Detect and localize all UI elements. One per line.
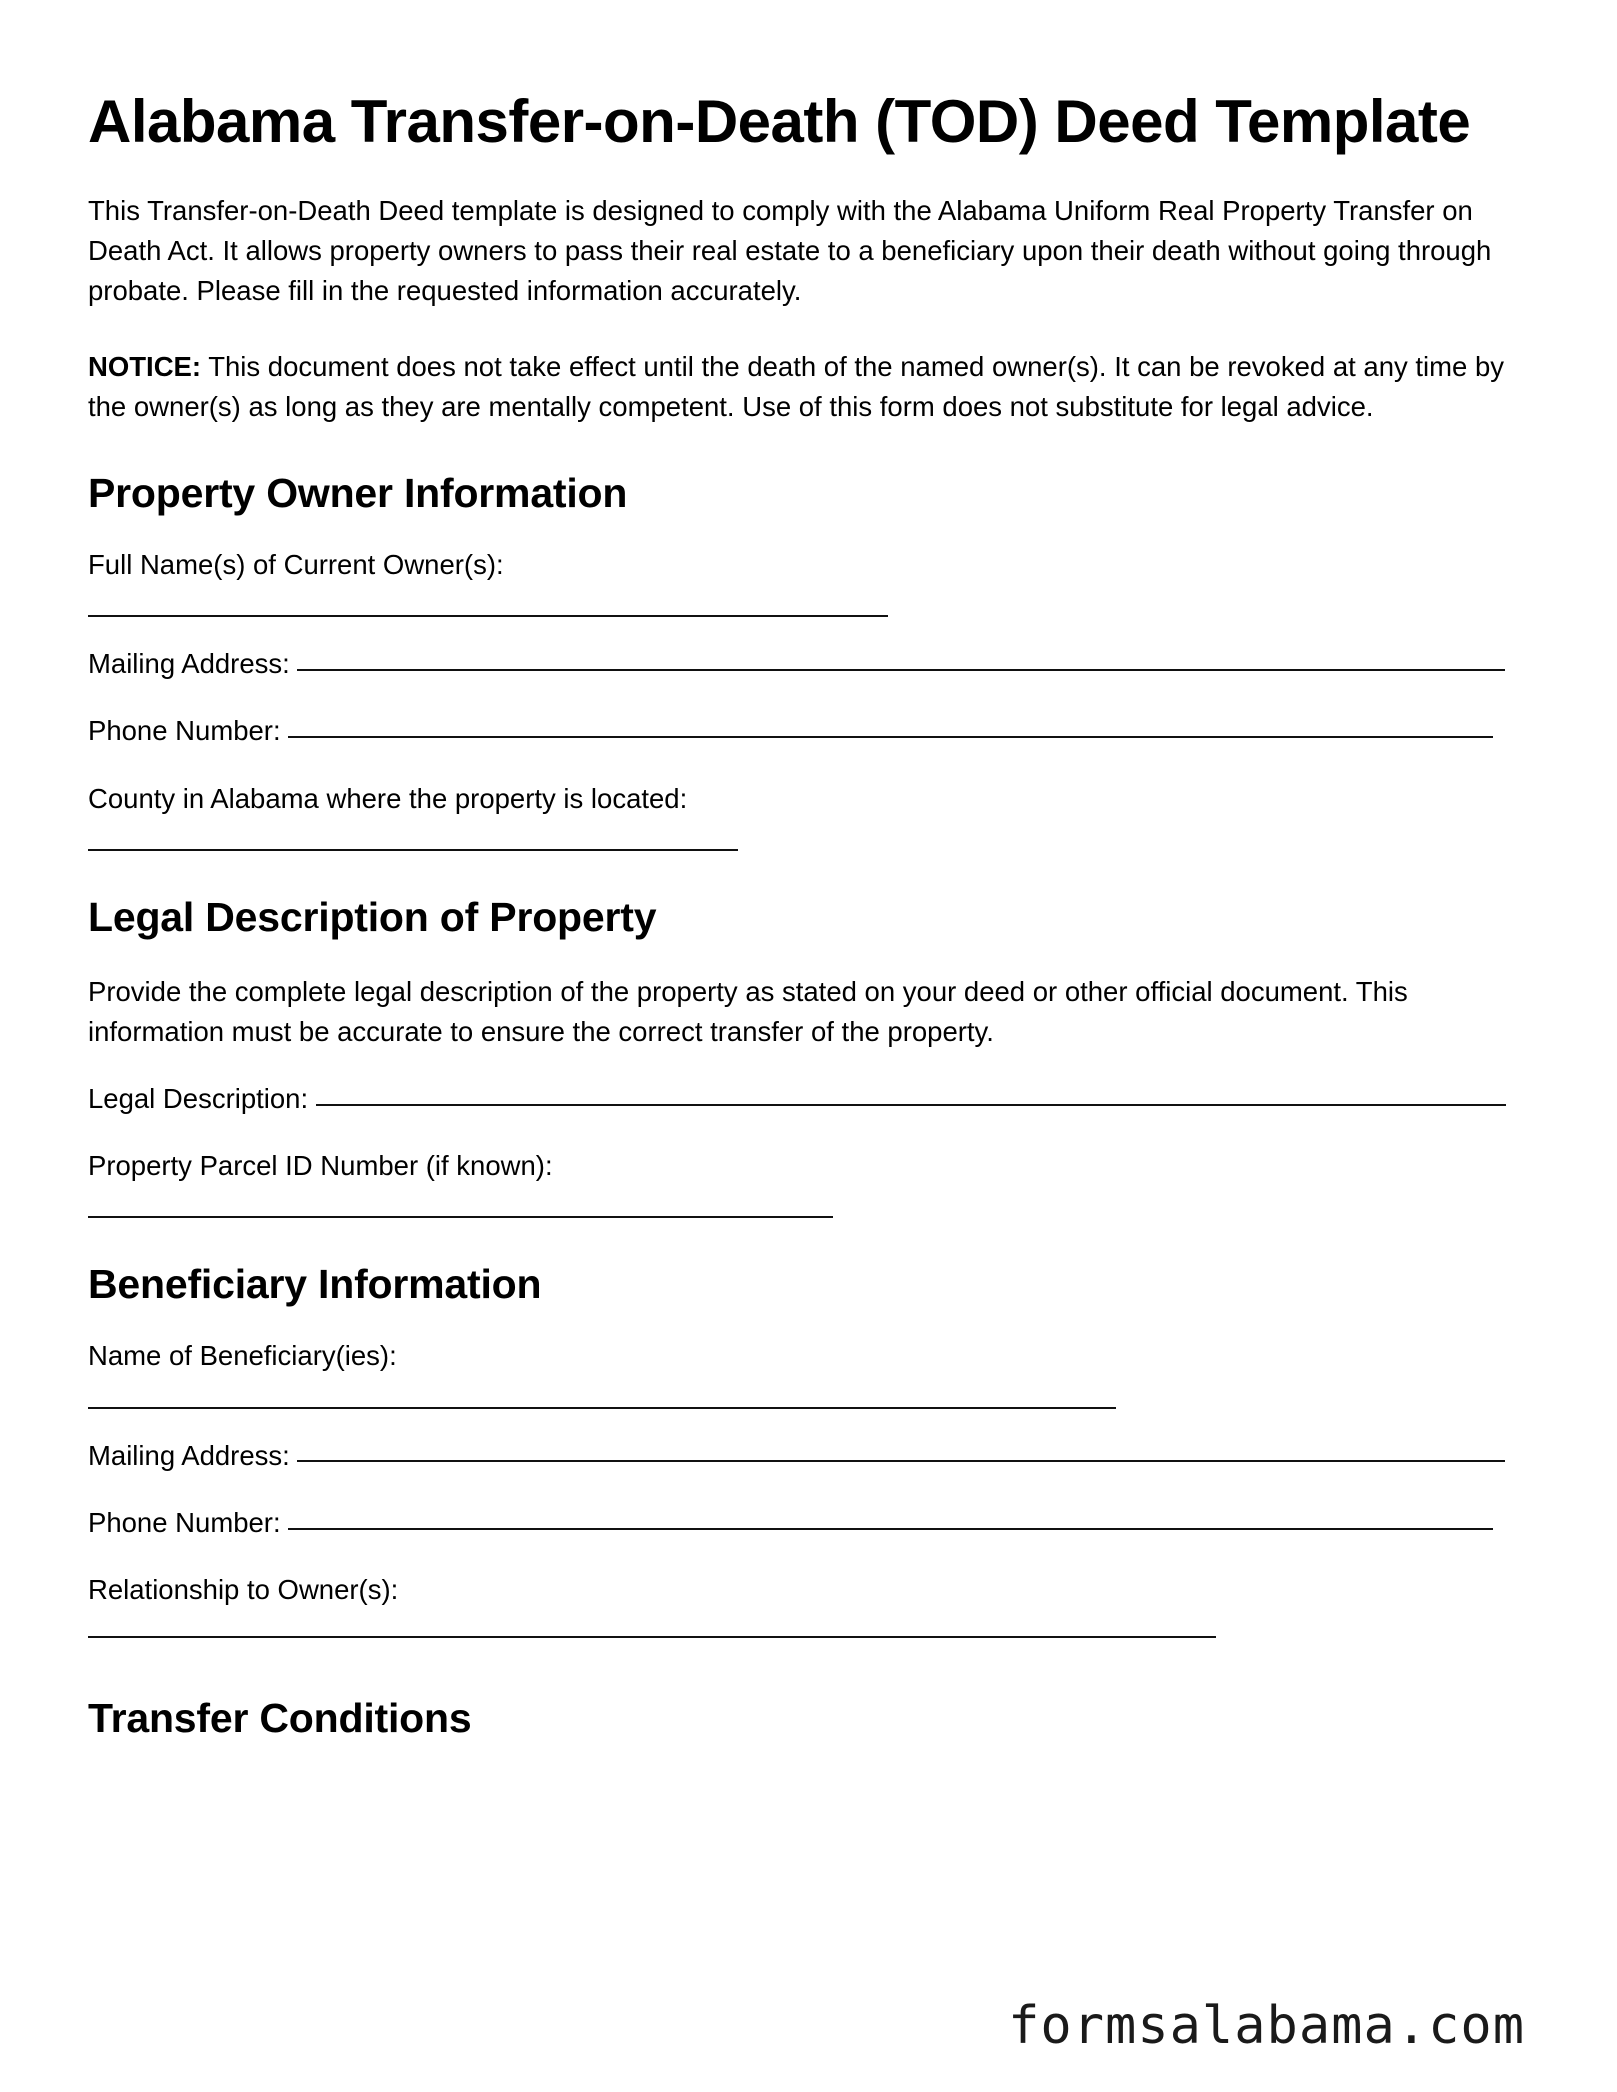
field-label-parcel-id: Property Parcel ID Number (if known): xyxy=(88,1149,553,1181)
field-beneficiary-phone-number xyxy=(88,1476,1507,1543)
field-parcel-id xyxy=(88,1119,1507,1218)
field-beneficiary-relationship xyxy=(88,1543,1507,1652)
section-heading-property-owner: Property Owner Information xyxy=(88,469,628,516)
notice-label: NOTICE: xyxy=(88,350,202,382)
input-line-legal-description[interactable] xyxy=(316,1104,1506,1106)
notice-text: This document does not take effect until the death of the named owner(s). It can be revoked at any time by the owner(s) as long as they are mentally competent. Use of this form does not substitute for legal advice. xyxy=(88,350,1505,422)
field-label-beneficiary-phone-number: Phone Number: xyxy=(88,1506,281,1538)
field-label-legal-description: Legal Description: xyxy=(88,1082,309,1114)
field-label-beneficiary-mailing-address: Mailing Address: xyxy=(88,1439,290,1471)
input-line-owner-phone-number[interactable] xyxy=(288,736,1493,738)
site-watermark: formsalabama.com xyxy=(1008,1996,1525,2056)
input-line-beneficiary-phone-number[interactable] xyxy=(288,1528,1493,1530)
field-legal-description xyxy=(88,1052,1507,1119)
section-heading-transfer-conditions: Transfer Conditions xyxy=(88,1694,472,1741)
section-heading-legal-description: Legal Description of Property xyxy=(88,893,657,940)
field-label-beneficiary-relationship: Relationship to Owner(s): xyxy=(88,1574,399,1606)
section-heading-beneficiary: Beneficiary Information xyxy=(88,1261,542,1308)
field-beneficiary-mailing-address xyxy=(88,1409,1507,1476)
field-label-owner-full-name: Full Name(s) of Current Owner(s): xyxy=(88,548,504,580)
field-label-owner-mailing-address: Mailing Address: xyxy=(88,648,290,679)
input-line-owner-mailing-address[interactable] xyxy=(297,669,1505,671)
field-owner-full-name xyxy=(88,518,1507,617)
intro-paragraph: This Transfer-on-Death Deed template is designed to comply with the Alabama Uniform Real Property Transfer on Death Act. It allows property owners to pass their real estate to a beneficiary upon their death without going through probate. Please fill in the requested information accurately. xyxy=(88,195,1492,306)
input-line-beneficiary-relationship[interactable] xyxy=(88,1636,1216,1638)
field-label-beneficiary-name: Name of Beneficiary(ies): xyxy=(88,1340,397,1372)
notice-paragraph xyxy=(88,311,1507,427)
page-title: Alabama Transfer-on-Death (TOD) Deed Template xyxy=(88,88,1471,155)
field-beneficiary-name xyxy=(88,1309,1507,1408)
field-owner-phone-number xyxy=(88,684,1507,751)
field-label-owner-phone-number: Phone Number: xyxy=(88,715,281,747)
field-owner-mailing-address xyxy=(88,617,1507,684)
legal-description-body: Provide the complete legal description of the property as stated on your deed or other official document. This information must be accurate to ensure the correct transfer of the property. xyxy=(88,975,1408,1047)
field-label-owner-county: County in Alabama where the property is located: xyxy=(88,782,688,814)
input-line-beneficiary-mailing-address[interactable] xyxy=(297,1460,1505,1462)
field-owner-county xyxy=(88,752,1507,851)
